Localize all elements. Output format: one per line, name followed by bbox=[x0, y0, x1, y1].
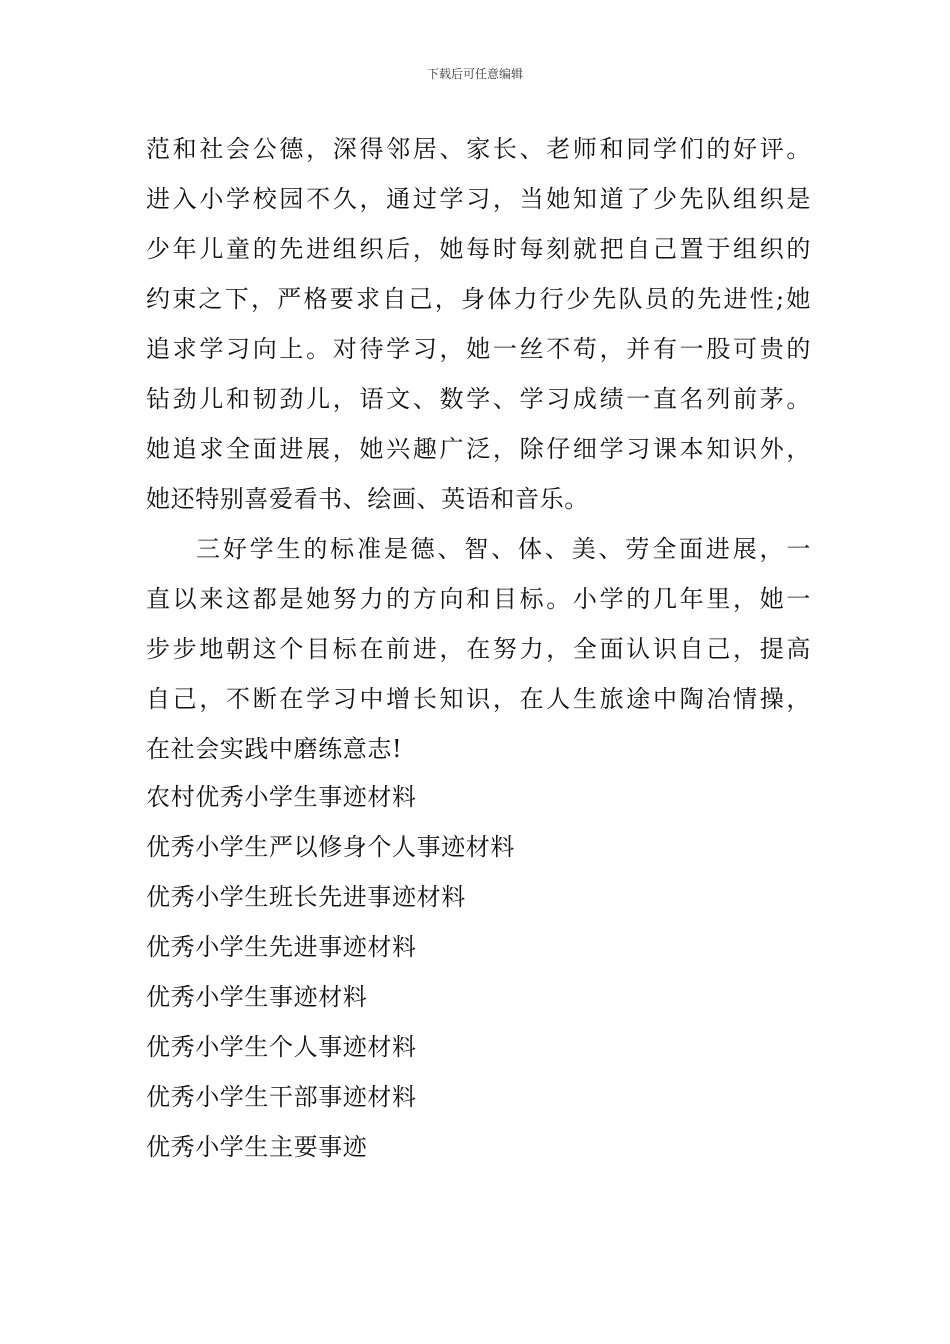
paragraph-2 bbox=[146, 524, 811, 774]
related-article-link[interactable]: 优秀小学生先进事迹材料 bbox=[146, 933, 417, 961]
paragraph-line: 进入小学校园不久，通过学习，当她知道了少先队组织是 bbox=[146, 185, 811, 213]
related-articles-list bbox=[146, 772, 811, 1172]
related-article-link[interactable]: 优秀小学生严以修身个人事迹材料 bbox=[146, 833, 515, 861]
paragraph-line: 钻劲儿和韧劲儿，语文、数学、学习成绩一直名列前茅。 bbox=[146, 385, 811, 413]
paragraph-line: 少年儿童的先进组织后，她每时每刻就把自己置于组织的 bbox=[146, 235, 811, 263]
paragraph-line: 步步地朝这个目标在前进，在努力，全面认识自己，提高 bbox=[146, 635, 811, 663]
related-article-link[interactable]: 优秀小学生事迹材料 bbox=[146, 983, 368, 1011]
paragraph-line: 追求学习向上。对待学习，她一丝不苟，并有一股可贵的 bbox=[146, 335, 811, 363]
paragraph-line: 在社会实践中磨练意志! bbox=[146, 735, 403, 763]
related-article-link[interactable]: 优秀小学生个人事迹材料 bbox=[146, 1033, 417, 1061]
paragraph-line: 三好学生的标准是德、智、体、美、劳全面进展，一 bbox=[196, 535, 811, 563]
paragraph-line: 自己，不断在学习中增长知识，在人生旅途中陶冶情操， bbox=[146, 685, 811, 713]
document-body bbox=[146, 124, 811, 774]
related-article-link[interactable]: 农村优秀小学生事迹材料 bbox=[146, 783, 417, 811]
related-article-link[interactable]: 优秀小学生班长先进事迹材料 bbox=[146, 883, 466, 911]
paragraph-1 bbox=[146, 124, 811, 524]
paragraph-line: 范和社会公德，深得邻居、家长、老师和同学们的好评。 bbox=[146, 135, 811, 163]
related-article-link[interactable]: 优秀小学生主要事迹 bbox=[146, 1133, 368, 1161]
paragraph-line: 约束之下，严格要求自己，身体力行少先队员的先进性;她 bbox=[146, 285, 811, 313]
related-article-link[interactable]: 优秀小学生干部事迹材料 bbox=[146, 1083, 417, 1111]
page-header-note: 下载后可任意编辑 bbox=[426, 67, 523, 81]
paragraph-line: 直以来这都是她努力的方向和目标。小学的几年里，她一 bbox=[146, 585, 811, 613]
paragraph-line: 她追求全面进展，她兴趣广泛，除仔细学习课本知识外， bbox=[146, 435, 811, 463]
paragraph-line: 她还特别喜爱看书、绘画、英语和音乐。 bbox=[146, 485, 589, 513]
